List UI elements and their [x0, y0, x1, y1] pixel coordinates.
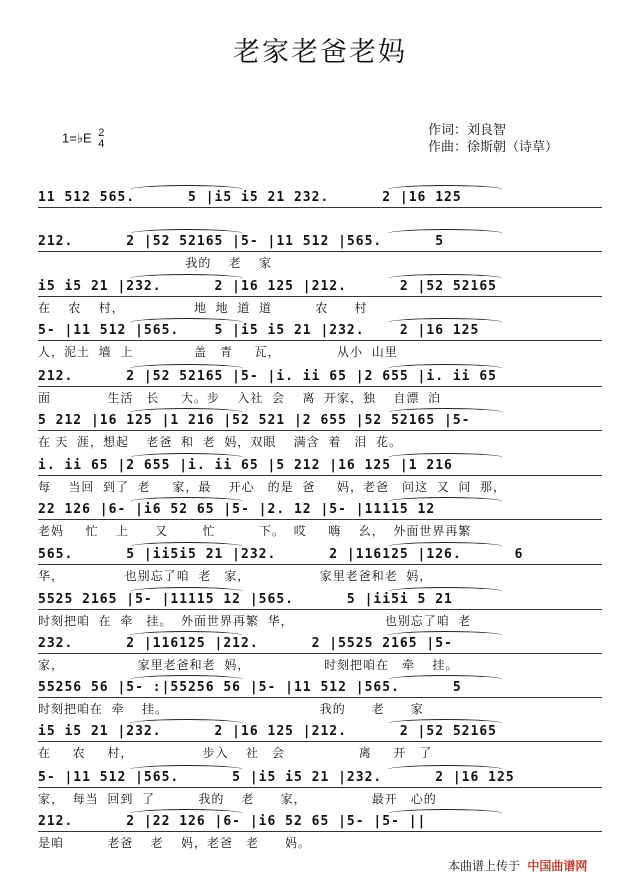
tie-slur: [388, 809, 503, 818]
beat-underline: [38, 340, 602, 342]
beat-underline: [38, 251, 602, 253]
beat-underline: [38, 609, 602, 611]
notation-line: 5 212 |16 125 |1 216 |52 521 |2 655 |52 52165 |5-: [38, 413, 471, 428]
notation-line: i5 i5 21 |232. 2 |16 125 |212. 2 |52 52165: [38, 279, 497, 294]
tie-slur: [130, 408, 243, 417]
brand-label: 中国曲谱网: [527, 859, 588, 873]
notation-line: 212. 2 |52 52165 |5- |i. ii 65 |2 655 |i. ii 65: [38, 369, 497, 384]
notation-line: 5- |11 512 |565. 5 |i5 i5 21 |232. 2 |16 125: [38, 770, 515, 785]
lyrics-line: 是咱 老爸 老 妈，老爸 老 妈。: [38, 836, 312, 850]
score-title: 老家老爸老妈: [233, 37, 407, 68]
beat-underline: [38, 430, 602, 432]
tie-slur: [388, 185, 503, 194]
lyrics-line: 在 农 村， 步入 社 会 离 开 了: [38, 746, 433, 760]
credits: [428, 121, 558, 155]
beat-underline: [38, 519, 602, 521]
tie-slur: [130, 719, 243, 728]
notation-line: 11 512 565. 5 |i5 i5 21 232. 2 |16 125: [38, 190, 462, 205]
tie-slur: [130, 364, 243, 373]
tie-slur: [388, 542, 503, 551]
lyricist: 作词：刘良智: [428, 122, 507, 137]
time-sig-bottom: 4: [98, 138, 105, 150]
tie-slur: [388, 274, 503, 283]
tie-slur: [130, 318, 243, 327]
tie-slur: [388, 497, 503, 506]
tie-slur: [388, 675, 503, 684]
notation-line: 232. 2 |116125 |212. 2 |5525 2165 |5-: [38, 636, 453, 651]
beat-underline: [38, 787, 602, 789]
notation-line: 5- |11 512 |565. 5 |i5 i5 21 |232. 2 |16 125: [38, 323, 480, 338]
lyrics-line: 时刻把咱在 牵 挂。 我的 老 家: [38, 702, 424, 716]
tie-slur: [388, 318, 503, 327]
lyrics-line: 在 农 村， 地 地 道 道 农 村: [38, 301, 368, 315]
tie-slur: [130, 497, 243, 506]
composer: 作曲：徐斯朝（诗草）: [428, 139, 559, 154]
lyrics-line: 在 天 涯，想起 老爸 和 老 妈，双眼 满含 着 泪 花。: [38, 435, 403, 449]
notation-line: 22 126 |6- |i6 52 65 |5- |2. 12 |5- |11115 12: [38, 502, 436, 517]
beat-underline: [38, 207, 602, 209]
beat-underline: [38, 741, 602, 743]
notation-line: i5 i5 21 |232. 2 |16 125 |212. 2 |52 52165: [38, 724, 497, 739]
lyrics-line: 家， 每当 回到 了 我的 老 家， 最开 心的: [38, 792, 437, 806]
beat-underline: [38, 296, 602, 298]
tie-slur: [388, 453, 503, 462]
beat-underline: [38, 697, 602, 699]
tie-slur: [130, 675, 243, 684]
beat-underline: [38, 386, 602, 388]
notation-line: 212. 2 |52 52165 |5- |11 512 |565. 5: [38, 234, 445, 249]
tie-slur: [388, 631, 503, 640]
tie-slur: [388, 408, 503, 417]
lyrics-line: 时刻把咱 在 牵 挂。 外面世界再繁 华， 也别忘了咱 老: [38, 614, 472, 628]
brand-logo: [527, 859, 587, 873]
tie-slur: [388, 364, 503, 373]
tie-slur: [130, 229, 243, 238]
tie-slur: [130, 587, 243, 596]
time-sig-top: 2: [98, 127, 105, 139]
key-label: 1=♭E: [62, 130, 92, 146]
lyrics-line: 老妈 忙 上 又 忙 下。 哎 嗨 幺， 外面世界再繁: [38, 524, 472, 538]
lyrics-line: 人，泥土 墙 上 盖 青 瓦， 从小 山里: [38, 345, 398, 359]
beat-underline: [38, 475, 602, 477]
tie-slur: [130, 765, 243, 774]
lyrics-line: 面 生活 长 大。步 入社 会 离 开家，独 自漂 泊: [38, 391, 442, 405]
tie-slur: [130, 809, 243, 818]
tie-slur: [130, 631, 243, 640]
lyrics-line: 我的 老 家: [38, 256, 273, 270]
notation-line: i. ii 65 |2 655 |i. ii 65 |5 212 |16 125 |1 216: [38, 458, 453, 473]
notation-line: 55256 56 |5- :|55256 56 |5- |11 512 |565. 5: [38, 680, 462, 695]
lyrics-line: 家， 家里老爸和老 妈， 时刻把咱在 牵 挂。: [38, 658, 459, 672]
tie-slur: [388, 765, 503, 774]
tie-slur: [130, 185, 243, 194]
tie-slur: [388, 719, 503, 728]
tie-slur: [388, 587, 503, 596]
beat-underline: [38, 831, 602, 833]
tie-slur: [130, 274, 243, 283]
upload-text: 本曲谱上传于: [448, 859, 521, 873]
tie-slur: [388, 229, 503, 238]
beat-underline: [38, 564, 602, 566]
lyrics-line: 每 当回 到了 老 家，最 开心 的是 爸 妈，老爸 问这 又 问 那，: [38, 480, 507, 494]
tie-slur: [130, 542, 243, 551]
tie-slur: [130, 453, 243, 462]
notation-line: 565. 5 |ii5i5 21 |232. 2 |116125 |126. 6: [38, 547, 524, 562]
notation-line: 5525 2165 |5- |11115 12 |565. 5 |ii5i 5 21: [38, 592, 453, 607]
beat-underline: [38, 653, 602, 655]
footer: [448, 857, 587, 874]
lyrics-line: 华， 也别忘了咱 老 家， 家里老爸和老 妈，: [38, 569, 433, 583]
time-signature: [98, 128, 104, 150]
key-signature: [62, 128, 104, 150]
notation-line: 212. 2 |22 126 |6- |i6 52 65 |5- |5- ||: [38, 814, 427, 829]
